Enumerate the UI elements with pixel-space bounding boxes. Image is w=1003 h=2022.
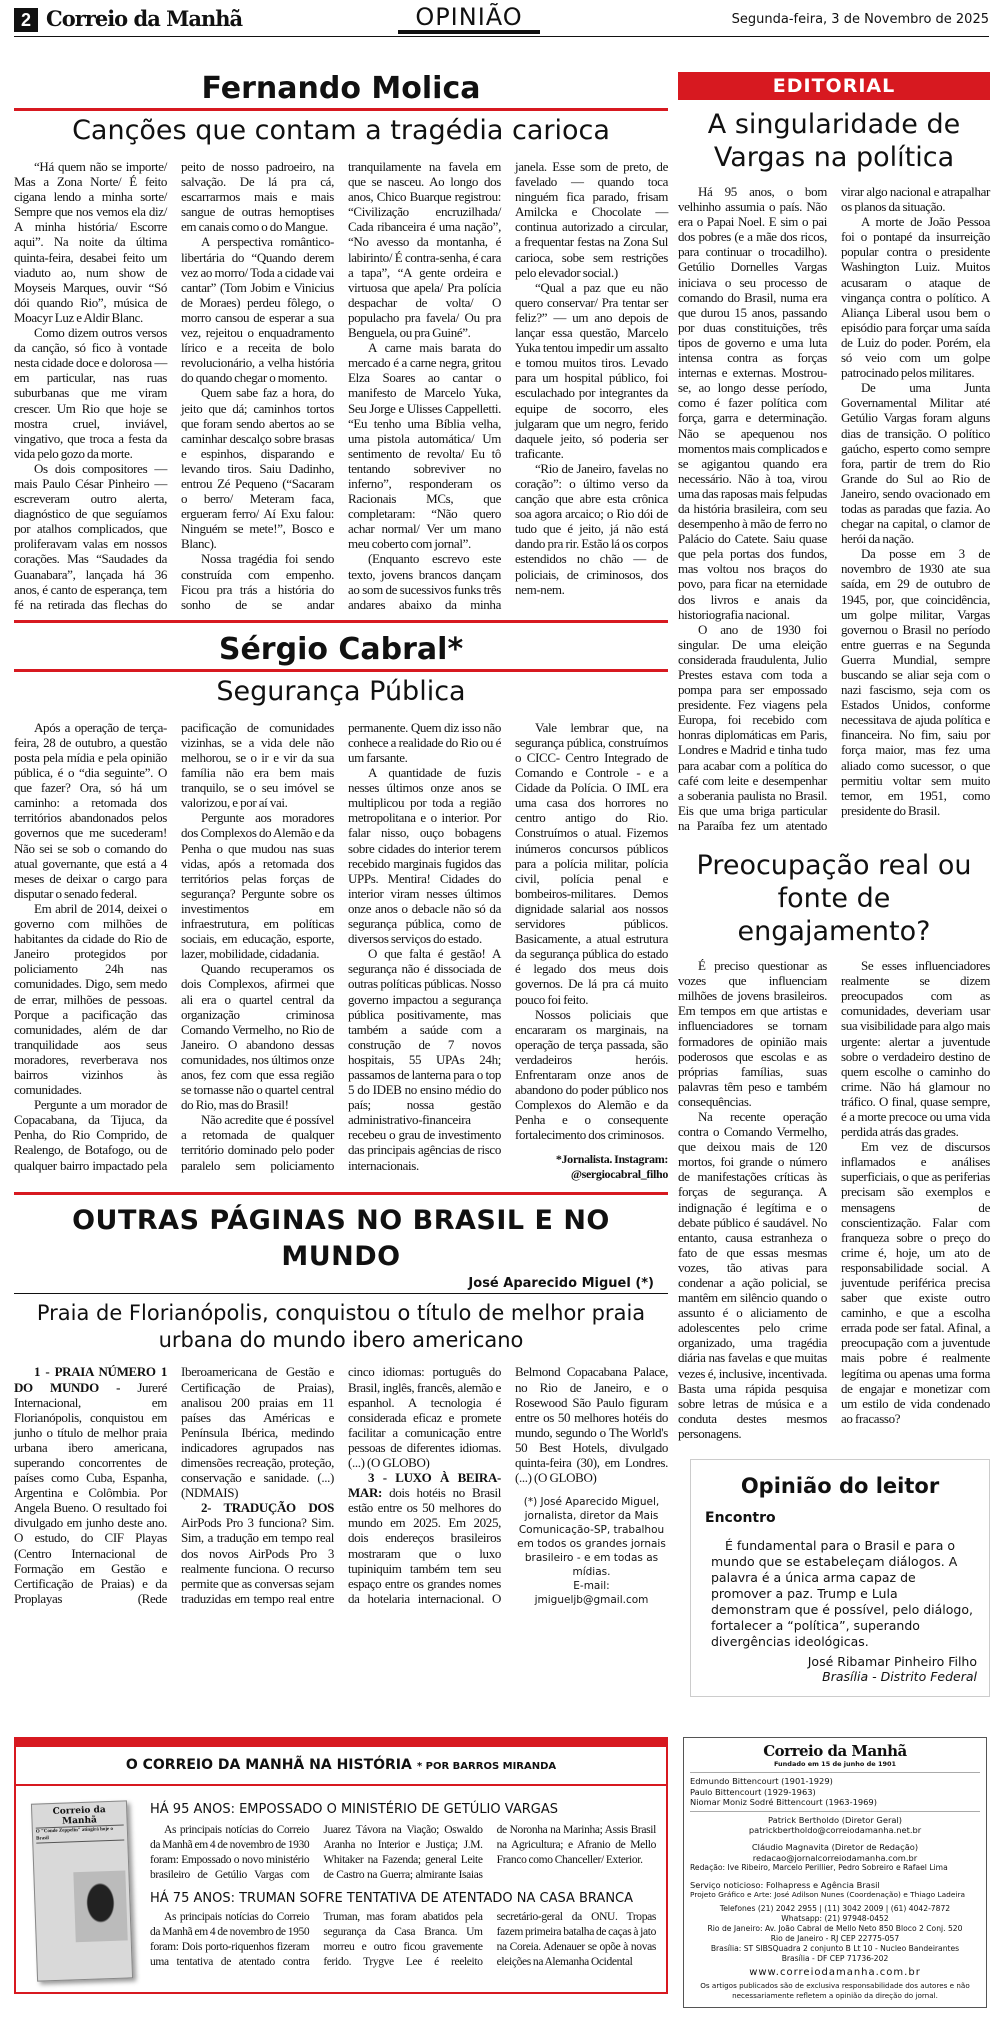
- director-email[interactable]: patrickbertholdo@correiodamanha.net.br: [748, 1825, 922, 1836]
- paragraph: Se esses influenciadores realmente se dizem preocupados com as comunidades, deveriam usar sua visibilidade para algo mais urgente: alertar a juventude sobre o verdadeiro destino de quem escolhe o caminho do crime. Não há glamour no tráfico. O final, quase sempre, é a morte precoce ou uma vida perdida atrás das grades.: [841, 958, 990, 1140]
- author-name: Sérgio Cabral*: [218, 631, 464, 667]
- paragraph: O que falta é gestão! A segurança não é dissociada de outras políticas públicas. Nosso governo impactou a segurança pública positivamente, mas também a saúde com a construção de 7 novos hospitais, 55 UPAs 24h; passamos de lanterna para o top 5 do IDEB no ensino médio do país; nossa gestão administrativo-financeira recebeu o grau de investimento das principais agências de risco internacionais.: [348, 946, 501, 1173]
- editorial-body: [678, 958, 990, 1441]
- editorial-label: EDITORIAL: [678, 72, 990, 100]
- history-byline: * POR BARROS MIRANDA: [416, 1761, 557, 1773]
- history-item-heading: HÁ 75 ANOS: TRUMAN SOFRE TENTATIVA DE ATENTADO NA CASA BRANCA: [150, 1891, 634, 1907]
- author-email[interactable]: E-mail: jmigueljb@gmail.com: [534, 1580, 649, 1607]
- contact-line: Brasília - DF CEP 71736-202: [781, 1953, 889, 1963]
- paragraph: Os dois compositores — mais Paulo César Pinheiro — escreveram outro alerta, diagnóstico de que seguíamos por atalhos complicados, que proliferavam valas em nossos corações. Mas “Saudades da Guanabara”, lançada há 36 anos, é canto de esperança, tem fé na retirada das flechas do peito de nosso padroeiro, na salvação. De lá pra cá, escarrarmos mais e mais sangue de outras hemoptises em canais como o do Mangue.: [14, 159, 334, 612]
- paragraph: Em vez de discursos inflamados e análises superficiais, o que as periferias precisam são exemplos e mensagens de conscientização. Falar com franqueza sobre o preço do crime é, hoje, um ato de responsabilidade social. A juventude periférica precisa saber que existe outro caminho, e que a escolha errada pode ser fatal. Afinal, a preocupação com a juventude mais pobre é realmente legítima ou apenas uma forma de engajar e monetizar com um estilo de vida condenado ao fracasso?: [841, 1139, 990, 1426]
- founded-date: Fundado em 15 de junho de 1901: [690, 1760, 980, 1773]
- editorial-title: Preocupação real ou fonte de engajamento?: [696, 850, 972, 948]
- paragraph: Nossa tragédia foi sendo construída com empenho. Ficou pra trás a história do sonho de se andar tranquilamente na favela em que se nasceu. Ao longo dos anos, Chico Buarque registrou: “Civilização encruzilhada/ Cada ribanceira é uma nação”, “No avesso da montanha, é labirinto/ É contra-senha, é cara a tapa”, “A gente ordeira e virtuosa que apela/ Pra polícia despachar de volta/ O populacho pra favela/ Ou pra Benguela, ou pra Guiné”.: [181, 159, 501, 612]
- newspaper-logo: Correio da Manhã: [46, 6, 243, 31]
- history-item-text: As principais notícias do Correio da Manhã em 4 de novembro de 1930 foram: Empossado o novo ministério brasileiro de Getúlio Vargas com Juarez Távora na Viação; Oswaldo Aranha no Interior e Justiça; J.M. Whitaker na Fazenda; general Leite de Castro na Guerra; almirante Isaias de Noronha na Marinha; Assis Brasil na Agricultura; e Afranio de Mello Franco como Chanceller/ Exterior.: [150, 1824, 656, 1882]
- author-name: Fernando Molica: [201, 71, 481, 106]
- clip-logo: Correio da Manhã: [52, 1805, 106, 1827]
- paragraph: Em abril de 2014, deixei o governo com milhões de habitantes da cidade do Rio de Janeiro protegidos por policiamento 24h nas comunidades. Digo, sem medo de errar, milhões de pessoas. Porque a pacificação das comunidades, além de dar tranquilidade aos seus moradores, reverberava nos bairros vizinhos às comunidades.: [14, 900, 167, 1098]
- paragraph: Há 95 anos, o bom velhinho assumia o país. Não era o Papai Noel. E sim o pai dos pobres (e a mãe dos ricos, para continuar o trocadilho). Getúlio Dornelles Vargas iniciava o seu processo de comando do Brasil, numa era que durou 15 anos, passando por duas constituições, três tipos de governo e uma luta intensa contra as forças internas e externas. Mostrou-se, ao longo desse período, como é fazer política com força, garra e determinação. Não se apequenou nos momentos mais complicados e se agigantou quando era necessário. Não à toa, virou uma das raposas mais felpudas da história brasileira, com seu desempenho à mão de ferro no Palácio do Catete. Saiu quase que pela portas dos fundos, mas voltou nos braços do povo, para ficar na eternidade dos livros e anais da historiografia nacional.: [678, 184, 827, 622]
- reader-signature: José Ribamar Pinheiro Filho: [807, 1654, 977, 1670]
- history-item-heading: HÁ 95 ANOS: EMPOSSADO O MINISTÉRIO DE GETÚLIO VARGAS: [150, 1802, 558, 1818]
- paragraph: Pergunte a um morador de Copacabana, da Tijuca, da Penha, do Rio Comprido, de Realengo, de Botafogo, ou de qualquer bairro impactado pela pacificação de comunidades vizinhas, se a vida dele não melhorou, se o ir e vir da sua família não era bem mais tranquilo, se o seu imóvel se valorizou, e por aí vai.: [14, 719, 334, 1173]
- history-title: O CORREIO DA MANHÃ NA HISTÓRIA: [125, 1757, 412, 1774]
- disclaimer: Os artigos publicados são de exclusiva responsabilidade dos autores e não necessariamente refletem a opinião da direção do jornal.: [700, 1980, 970, 2000]
- section-title: OPINIÃO: [398, 4, 540, 34]
- author-note: [515, 1495, 668, 1607]
- contact-line: Telefones (21) 2042 2955 | (11) 3042 2009 | (61) 4042-7872: [719, 1903, 951, 1913]
- paragraph-lead: 2- TRADUÇÃO DOS: [201, 1500, 334, 1516]
- editorial-title: A singularidade de Vargas na política: [707, 109, 961, 173]
- section-heading: OUTRAS PÁGINAS NO BRASIL E NO MUNDO: [72, 1205, 610, 1273]
- history-box: [14, 1737, 668, 1994]
- paragraph: (Enquanto escrevo este texto, jovens brancos dançam ao som de sucessivos funks três andares abaixo da minha janela. Esse som de preto, de favelado — quando toca ninguém fica parado, frisam Amilcka e Chocolate — continua autorizado a circular, a frequentar festas na Zona Sul carioca, sobe sem restrições pelo elevador social.): [348, 159, 668, 612]
- paragraph: A carne mais barata do mercado é a carne negra, gritou Elza Soares ao cantar o manifesto de Marcelo Yuka, Seu Jorge e Ulisses Cappelletti. “Eu tenho uma Bíblia velha, uma pistola automática/ Um sentimento de revolta/ Eu tô tentando sobreviver no inferno”, responderam os Racionais MCs, que completaram: “Não quero achar normal/ Ver um mano meu coberto com jornal”.: [348, 340, 501, 552]
- history-header: [16, 1747, 666, 1786]
- divider: [14, 1192, 668, 1195]
- history-item-text: As principais notícias do Correio da Manhã em 4 de novembro de 1950 foram: Dois porto-riquenhos fizeram uma tentativa de atentado contra Truman, mas foram abatidos pela segurança da Casa Branca. Um morreu e outro ficou gravemente ferido. Trygve Lee é reeleito secretário-geral da ONU. Tropas fazem primeira batalha de caças à jato na Coreia. Adenauer se opõe à novas eleições na Alemanha Ocidental: [150, 1911, 656, 1969]
- divider: [14, 1293, 668, 1294]
- masthead-logo: Correio da Manhã: [763, 1742, 907, 1761]
- paragraph: Quando recuperamos os dois Complexos, afirmei que ali era o quartel central da organização criminosa Comando Vermelho, no Rio de Janeiro. O abandono dessas comunidades, nos últimos onze anos, fez com que essa região se tornasse não o quartel central do Rio, mas do Brasil!: [181, 961, 334, 1113]
- issue-date: Segunda-feira, 3 de Novembro de 2025: [731, 12, 989, 27]
- paragraph: Após a operação de terça-feira, 28 de outubro, a questão posta pela mídia e pela opinião pública, é o “dia seguinte”. O que fazer? Ora, só há um caminho: a retomada dos territórios abandonados pelos governos que me sucederam! Não sei se sob o comando do atual governante, que está a 4 meses de deixar o cargo para disputar o senado federal.: [14, 719, 167, 901]
- masthead-box: [683, 1737, 987, 2008]
- paragraph-text: dois hotéis no Brasil estão entre os 50 melhores do mundo em 2025. Em 2025, dois endereços brasileiros mostraram que o luxo tupiniquim também tem seu espaço entre os grandes nomes da hotelaria internacional. O Belmond Copacabana Palace, no Rio de Janeiro, e o Rosewood São Paulo figuram entre os 50 melhores hotéis do mundo, segundo o The World's 50 Best Hotels, divulgado quinta-feira (30), em Londres. (...) (O GLOBO): [348, 1364, 668, 1606]
- contact-line: Rio de Janeiro - RJ CEP 22775-057: [770, 1933, 900, 1943]
- founder: Paulo Bittencourt (1929-1963): [690, 1786, 816, 1797]
- divider: [14, 620, 668, 623]
- services: Serviço noticioso: Folhapress e Agência Brasil: [690, 1879, 880, 1890]
- staff: Redação: Ive Ribeiro, Marcelo Perillier, Pedro Sobreiro e Rafael Lima: [690, 1863, 948, 1873]
- author-footnote: *Jornalista. Instagram: @sergiocabral_filho: [555, 1152, 668, 1182]
- paragraph: Quem sabe faz a hora, do jeito que dá; caminhos tortos que foram sendo abertos ao se caminhar descalço sobre brasas e espinhos, disparando e levando tiros. Saiu Dadinho, entrou Zé Pequeno (“Sacaram o berro/ Meteram faca, ergueram ferro/ Aí Exu falou: Ninguém se mete!”, Bosco e Blanc).: [181, 385, 334, 552]
- reader-location: Brasília - Distrito Federal: [822, 1669, 977, 1685]
- article-body: [14, 720, 668, 1183]
- paragraph: O ano de 1930 foi singular. De uma eleição considerada fraudulenta, Julio Prestes estava com toda a pompa para ser empossado presidente. Fez viagens pela Europa, foi recebido com honras diplomáticas em Paris, Londres e Madrid e tinha tudo para acabar com a política do café com leite e desempenhar a soberania paulista no Brasil. Eis que uma briga particular na Paraíba fez um atentado virar algo nacional e atrapalhar os planos da situação.: [678, 184, 990, 833]
- contact-line: Rio de Janeiro: Av. João Cabral de Mello Neto 850 Bloco 2 Conj. 520: [707, 1923, 963, 1933]
- paragraph: Nossos policiais que encararam os marginais, na operação de terça passada, são verdadeiros heróis. Enfrentaram onze anos de abandono do poder público nos Complexos do Alemão e da Penha e o consequente fortalecimento dos criminosos.: [515, 1006, 668, 1143]
- founder: Niomar Moniz Sodré Bittencourt (1963-1969): [690, 1797, 877, 1808]
- paragraph: Da posse em 3 de novembro de 1930 ate sua saída, em 29 de outubro de 1945, por, que coincidência, um golpe militar, Vargas governou o Brasil no período entre guerras e na Segunda Guerra Mundial, sempre buscando se aliar seja com o nazi fascismo, seja com os Estados Unidos, conforme necessitava de ajuda política e financeira. No fim, saiu por força maior, mas fez uma aliado como sucessor, o que permitiu voltar sem muito temor, em 1951, como presidente do Brasil.: [841, 546, 990, 818]
- newspaper-clipping: [31, 1800, 133, 1981]
- header-rule: [14, 36, 989, 37]
- paragraph-lead: 3 - LUXO À BEIRA-MAR:: [348, 1470, 501, 1501]
- editorial-body: [678, 184, 990, 833]
- contact-line: Brasília: ST SIBSQuadra 2 conjunto B Lt 10 - Nucleo Bandeirantes: [710, 1943, 960, 1953]
- byline: José Aparecido Miguel (*): [468, 1276, 654, 1292]
- director: Patrick Bertholdo (Diretor Geral): [768, 1814, 902, 1825]
- paragraph: Como dizem outros versos da canção, só fico à vontade nesta cidade doce e dolorosa — em particular, nas ruas suburbanas que me viram crescer. Um Rio que hoje se mostra cruel, inviável, vingativo, que troca a festa da vida pelo gozo da morte.: [14, 325, 167, 461]
- paragraph: Vale lembrar que, na segurança pública, construímos o CICC- Centro Integrado de Comando e Controle - e a Cidade da Polícia. O IML era uma casa dos horrores no centro antigo do Rio. Construímos o atual. Fizemos inúmeros concursos públicos para a polícia militar, polícia civil, polícia penal e bombeiros-militares. Demos dignidade salarial aos nossos servidores públicos. Basicamente, a atual estrutura da segurança pública do estado é legado dos meus dois governos. De lá pra cá muito pouco foi feito.: [515, 719, 668, 1007]
- zeppelin-photo: [73, 1871, 127, 1943]
- article-title: Canções que contam a tragédia carioca: [72, 115, 610, 146]
- paragraph: “Há quem não se importe/ Mas a Zona Norte/ É feito cigana lendo a minha sorte/ Sempre que nos vemos ela diz/ A minha história/ Escorre aqui”. Na noite da última quinta-feira, desabei feito um viaduto ao, num show de Moyseis Marques, ouvir “Só dói quando Rio”, música de Moacyr Luz e Aldir Blanc.: [14, 159, 167, 325]
- reader-letter-heading: Opinião do leitor: [740, 1474, 940, 1499]
- headline: Praia de Florianópolis, conquistou o título de melhor praia urbana do mundo ibero americano: [36, 1301, 646, 1353]
- paragraph: De uma Junta Governamental Militar até Getúlio Vargas foram alguns dias de transição. O político gaúcho, esperto como sempre fora, partir de trem do Rio Grande do Sul ao Rio de Janeiro, sendo ovacionado em todas as paradas que fazia. Ao chegar na capital, o clamor de herói da nação.: [841, 380, 990, 547]
- founders-list: [690, 1773, 980, 1812]
- article-body: [14, 1364, 668, 1607]
- paragraph: A morte de João Pessoa foi o pontapé da insurreição popular contra o presidente Washington Luiz. Muitos acusaram o ataque de vingança contra o político. A Aliança Liberal usou bem o episódio para forçar uma saída de Luiz do poder. Porém, ela só veio com um golpe patrocinado pelos militares.: [841, 214, 990, 381]
- paragraph: É preciso questionar as vozes que influenciam milhões de jovens brasileiros. Em tempos em que artistas e influenciadores se tornam formadores de opinião mais poderosos que escolas e as próprias famílias, suas palavras têm peso e também consequências.: [678, 958, 827, 1109]
- article-body: [14, 159, 668, 612]
- paragraph: Não acredite que é possível a retomada de qualquer território dominado pelo poder paralelo sem policiamento permanente. Quem diz isso não conhece a realidade do Rio ou é um farsante.: [181, 719, 501, 1173]
- paragraph: A quantidade de fuzis nesses últimos onze anos se multiplicou por toda a região metropolitana e o interior. Por falar nisso, ouço bobagens sobre cidades do interior terem recebido marginais fugidos das UPPs. Mentira! Cidades do interior viram nesses últimos onze anos o debacle não só da segurança pública, como de diversos serviços do estado.: [348, 765, 501, 947]
- editor: Cláudio Magnavita (Diretor de Redação): [751, 1842, 919, 1852]
- paragraph-text: AirPods Pro 3 funciona? Sim. Sim, a tradução em tempo real dos novos AirPods Pro 3 realmente funciona. O recurso permite que as conversas sejam traduzidas em tempo real entre cinco idiomas: português do Brasil, inglês, francês, alemão e espanhol. A tecnologia é considerada eficaz e promete facilitar a comunicação entre pessoas de diferentes idiomas. (...) (O GLOBO): [181, 1364, 501, 1606]
- page-header: [0, 0, 1003, 40]
- reader-letter-subtitle: Encontro: [705, 1510, 776, 1527]
- clip-headline: O "Conde Zeppelin" atingirá hoje o Brasil: [36, 1825, 125, 1844]
- editor-email[interactable]: redacao@jornalcorreiodamanha.com.br: [752, 1852, 918, 1863]
- reader-letter-box: [690, 1459, 990, 1697]
- paragraph: “Rio de Janeiro, favelas no coração”: o último verso da canção que abre esta crônica soa agora arcaico; o Rio dói de tudo que é jeito, já não está dando pra rir. Estão lá os corpos estendidos no chão — de policiais, de criminosos, dos nem-nem.: [515, 460, 668, 597]
- reader-letter-text: É fundamental para o Brasil e para o mundo que se estabeleçam diálogos. A palavra é a única arma capaz de promover a paz. Trump e Lula demonstram que é possível, pelo diálogo, fortalecer a “política”, superando divergências ideológicas.: [711, 1538, 973, 1650]
- page-number: 2: [14, 8, 38, 32]
- paragraph: “Qual a paz que eu não quero conservar/ Pra tentar ser feliz?” — um ano depois de lançar essa questão, Marcelo Yuka tentou impedir um assalto e tomou muitos tiros. Levado para um hospital público, foi esculachado por integrantes da equipe de socorro, eles julgaram que um negro, ferido daquele jeito, só poderia ser traficante.: [515, 279, 668, 461]
- paragraph: A perspectiva romântico-libertária do “Quando derem vez ao morro/ Toda a cidade vai cantar” (Tom Jobim e Vinicius de Moraes) perdeu fôlego, o morro cansou de esperar a sua vez, rejeitou o enquadramento lírico e a receita de bolo revolucionário, a velha história do quando chegar o momento.: [181, 234, 334, 386]
- contact-line: Whatsapp: (21) 97948-0452: [781, 1913, 889, 1923]
- website-link[interactable]: www.correiodamanha.com.br: [749, 1966, 921, 1978]
- paragraph: Na recente operação contra o Comando Vermelho, que deixou mais de 120 mortos, foi grande o número de manifestações críticas às forças de segurança. A indignação é legítima e o debate público é saudável. No entanto, causa estranheza o fato de que essas mesmas vozes, tão ativas para condenar a ação policial, se mantêm em silêncio quando o assunto é o aliciamento de adolescentes pelo crime organizado, uma tragédia diária nas favelas e que muitas vezes é, inclusive, incentivada. Basta uma rápida pesquisa sobre letras de música e a conduta destes mesmos personagens.: [678, 1108, 827, 1441]
- founder: Edmundo Bittencourt (1901-1929): [690, 1776, 833, 1787]
- paragraph-lead: 1 - PRAIA NÚMERO 1 DO MUNDO -: [14, 1364, 167, 1395]
- paragraph: Pergunte aos moradores dos Complexos do Alemão e da Penha o que mudou nas suas vidas, após a retomada dos territórios pelas forças de segurança? Pergunte sobre os investimentos em infraestrutura, em políticas sociais, em educação, esporte, lazer, mobilidade, cidadania.: [181, 810, 334, 962]
- paragraph-text: Jureré Internacional, em Florianópolis, conquistou em junho o título de melhor praia urbana ibero americana, superando concorrentes de países como Cuba, Espanha, Argentina e Colômbia. Por Angela Bueno. O resultado foi divulgado em junho deste ano. O estudo, do CIF Playas (Centro Internacional de Formação em Gestão e Certificação de Praias) e da Proplayas (Rede Iberoamericana de Gestão e Certificação de Praias), analisou 200 praias em 11 países das Américas e Península Ibérica, medindo indicadores agrupados nas dimensões recreação, proteção, conservação e sanidade. (...) (NDMAIS): [14, 1364, 334, 1606]
- design-credits: Projeto Gráfico e Arte: José Adilson Nunes (Coordenação) e Thiago Ladeira: [690, 1890, 966, 1900]
- article-title: Segurança Pública: [216, 675, 466, 707]
- author-note-text: (*) José Aparecido Miguel, jornalista, diretor da Mais Comunicação-SP, trabalhou em todos os grandes jornais brasileiro - e em todas as mídias.: [517, 1496, 666, 1579]
